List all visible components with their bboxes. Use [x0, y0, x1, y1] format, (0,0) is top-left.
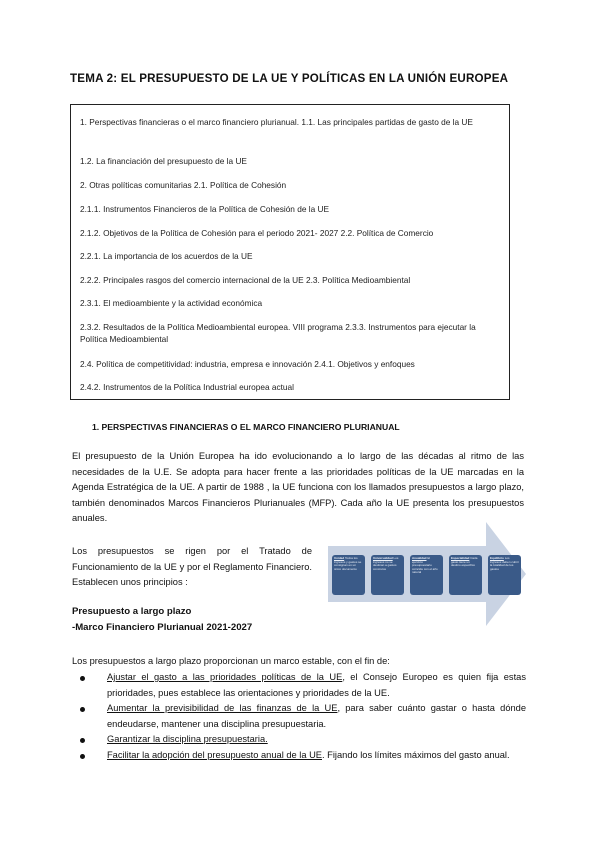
list-item-text: , el Consejo Europeo es quien fija estas prioridades, pues establece las orientaciones y prioridades de la UE.: [107, 672, 526, 698]
purpose-intro: Los presupuestos a largo plazo proporcionan un marco estable, con el fin de:: [72, 656, 390, 666]
principle-text: Los ingresos deben cubrir la totalidad de los gastos: [490, 556, 519, 571]
list-item: [80, 670, 526, 701]
principles-paragraph: Los presupuestos se rigen por el Tratado de Funcionamiento de la UE y por el Reglamento Financiero. Establecen unos principios :: [72, 546, 312, 588]
principle-step: [371, 555, 404, 595]
toc-item: 2.2.2. Principales rasgos del comercio internacional de la UE 2.3. Política Medioambiental: [80, 275, 411, 285]
toc-item: 2. Otras políticas comunitarias 2.1. Política de Cohesión: [80, 180, 287, 190]
list-item-lead: Garantizar la disciplina presupuestaria.: [107, 734, 268, 745]
principle-step: [488, 555, 521, 595]
principle-step: [410, 555, 443, 595]
principle-title: Especialidad: [451, 556, 470, 560]
list-item: [80, 732, 526, 748]
table-of-contents: [70, 104, 510, 400]
budget-principles-diagram: [328, 522, 526, 626]
list-item-lead: Aumentar la previsibilidad de las finanzas de la UE: [107, 703, 338, 714]
principle-title: Unidad: [334, 556, 345, 560]
list-item: [80, 701, 526, 732]
toc-item: 2.3.1. El medioambiente y la actividad económica: [80, 298, 263, 308]
principle-title: Anualidad: [412, 556, 427, 560]
toc-item: 2.4.2. Instrumentos de la Política Industrial europea actual: [80, 382, 295, 392]
page-title: TEMA 2: EL PRESUPUESTO DE LA UE Y POLÍTICAS EN LA UNIÓN EUROPEA: [70, 72, 509, 85]
list-item: [80, 748, 526, 764]
list-item-lead: Ajustar el gasto a las prioridades políticas de la UE: [107, 672, 343, 682]
section-heading: 1. PERSPECTIVAS FINANCIERAS O EL MARCO FINANCIERO PLURIANUAL: [92, 422, 400, 432]
intro-paragraph: El presupuesto de la Unión Europea ha ido evolucionando a lo largo de las décadas al ritmo de las necesidades de la U.E. Se adopta para hacer frente a las prioridades políticas de la UE marcadas en la Agenda Estratégica de la UE. A partir de 1988 , la UE funciona con los llamados presupuestos a largo plazo, también denominados Marcos Financieros Plurianuales (MFP). Cada año la UE presenta los presupuestos anuales.: [72, 451, 524, 524]
bullet-icon: [80, 676, 85, 681]
principle-text: El ejercicio presupuestario coincide con el año natural: [412, 556, 438, 575]
principle-step: [449, 555, 482, 595]
toc-item: 2.4. Política de competitividad: industria, empresa e innovación 2.4.1. Objetivos y enfoques: [80, 359, 415, 369]
subheading-mfp: -Marco Financiero Plurianual 2021-2027: [72, 622, 253, 633]
bullet-icon: [80, 754, 85, 759]
principle-title: Equilibrio: [490, 556, 504, 560]
principle-title: Universalidad: [373, 556, 393, 560]
principle-step: [332, 555, 365, 595]
principle-text: Todos los ingresos y gastos se consignan en un único documento: [334, 556, 362, 571]
toc-item: 2.3.2. Resultados de la Política Medioambiental europea. VIII programa 2.3.3. Instrumentos para ejecutar la Política Medioambiental: [80, 322, 476, 344]
subheading: Presupuesto a largo plazo: [72, 606, 192, 617]
toc-item: 1.2. La financiación del presupuesto de la UE: [80, 156, 247, 166]
principle-text: Cada gasto tiene un destino específico: [451, 556, 478, 568]
list-item-text: . Fijando los límites máximos del gasto anual.: [322, 749, 510, 760]
toc-item: 2.1.1. Instrumentos Financieros de la Política de Cohesión de la UE: [80, 204, 330, 214]
toc-item: 2.2.1. La importancia de los acuerdos de la UE: [80, 251, 253, 261]
principle-text: Los ingresos no se destinan a gastos concretos: [373, 556, 399, 571]
purpose-list: [80, 670, 526, 764]
list-item-lead: Facilitar la adopción del presupuesto anual de la UE: [107, 749, 322, 760]
bullet-icon: [80, 707, 85, 712]
list-item-text: , para saber cuánto gastar o hasta dónde endeudarse, mantener una disciplina presupuestaria.: [107, 703, 527, 729]
toc-item: 2.1.2. Objetivos de la Política de Cohesión para el periodo 2021- 2027 2.2. Política de Comercio: [80, 228, 434, 238]
toc-item: 1. Perspectivas financieras o el marco financiero plurianual. 1.1. Las principales partidas de gasto de la UE: [80, 117, 473, 127]
bullet-icon: [80, 738, 85, 743]
